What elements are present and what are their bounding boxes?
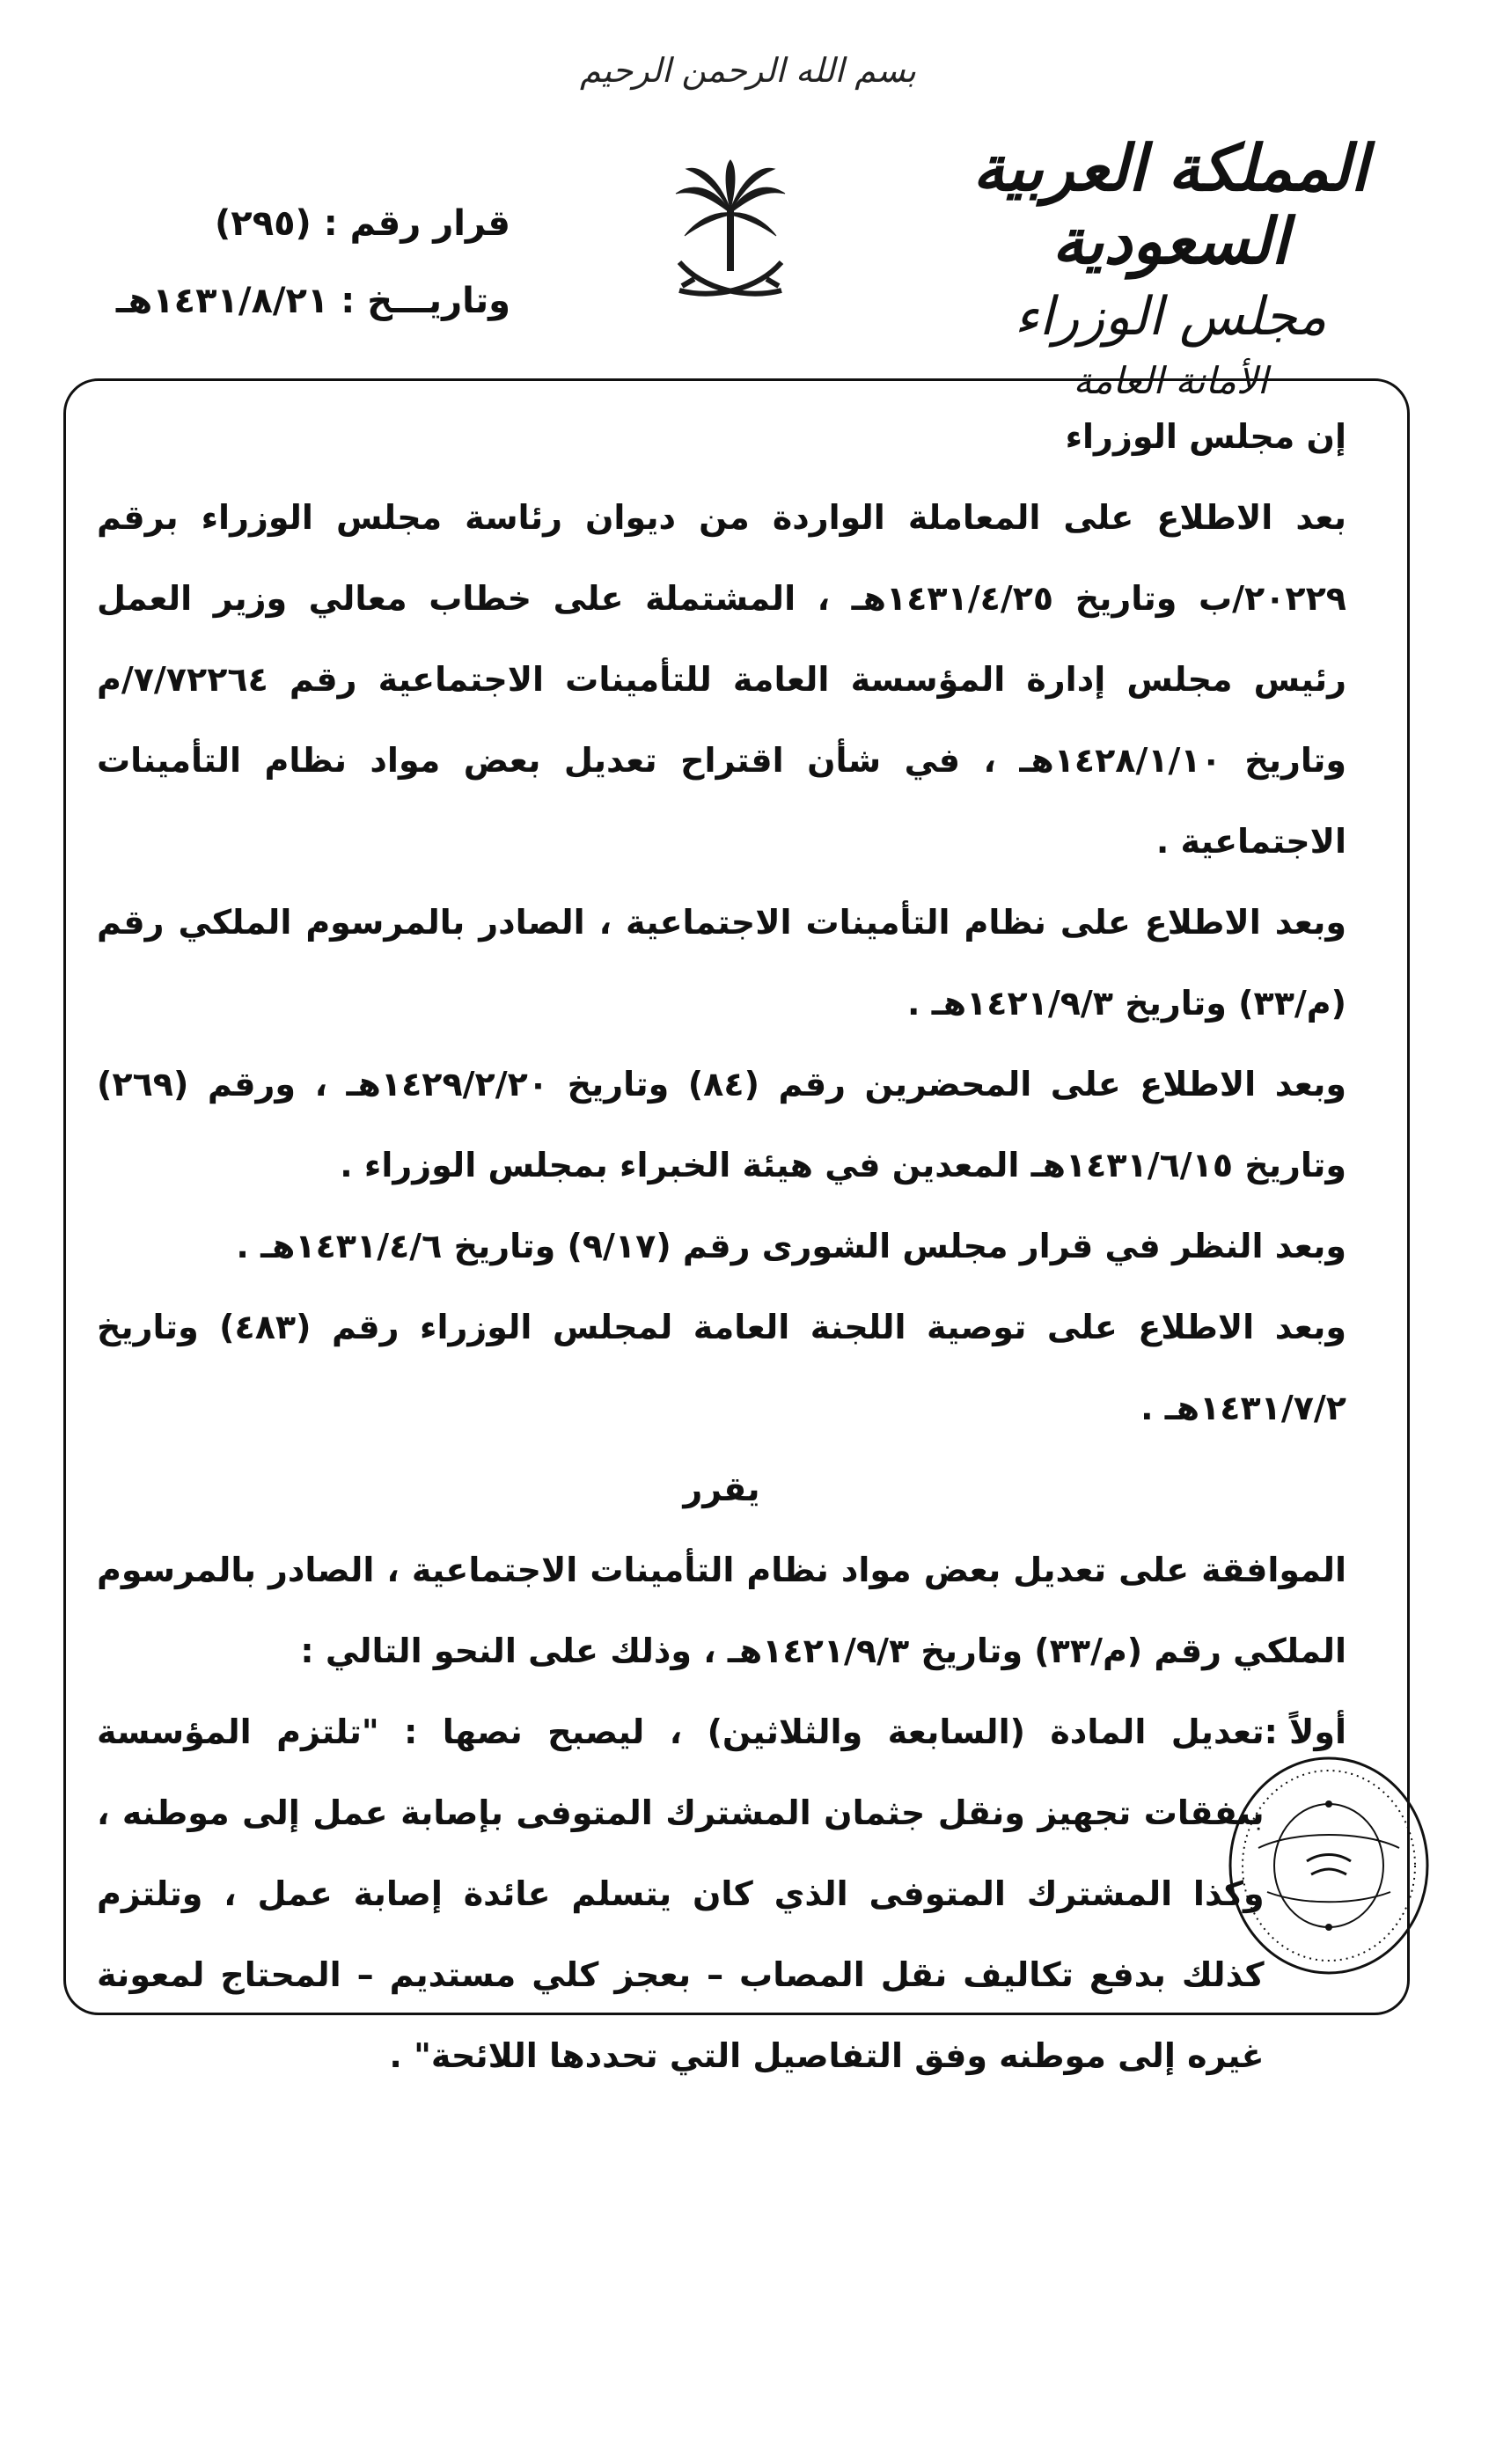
decision-reference [106, 185, 510, 340]
recital-paragraph: وبعد النظر في قرار مجلس الشورى رقم (٩/١٧) وتاريخ ١٤٣١/٤/٦هـ . [236, 1227, 1346, 1265]
official-seal-stamp [1223, 1751, 1434, 1980]
basmala: بسم الله الرحمن الرحيم [580, 51, 916, 90]
recital-paragraph: وبعد الاطلاع على المحضرين رقم (٨٤) وتاريخ ١٤٢٩/٢/٢٠هـ ، ورقم (٢٦٩) وتاريخ ١٤٣١/٦/١٥هـ المعدين في هيئة الخبراء بمجلس الوزراء . [97, 1065, 1347, 1184]
item-text: تعديل المادة (السابعة والثلاثين) ، ليصبح نصها : "تلتزم المؤسسة بنفقات تجهيز ونقل جثمان المشترك المتوفى بإصابة عمل إلى موطنه ، وكذا المشترك المتوفى الذي كان يتسلم عائدة إصابة عمل ، وتلتزم كذلك بدفع تكاليف نقل المصاب – بعجز كلي مستديم – المحتاج لمعونة غيره إلى موطنه وفق التفاصيل التي تحددها اللائحة" . [97, 1712, 1265, 2075]
item-number: أولاً : [1264, 1712, 1346, 1751]
recital-paragraph: وبعد الاطلاع على نظام التأمينات الاجتماعية ، الصادر بالمرسوم الملكي رقم (م/٣٣) وتاريخ ١٤٢١/٩/٣هـ . [97, 903, 1346, 1023]
decision-date: وتاريـــخ : ١٤٣١/٨/٢١هـ [115, 281, 510, 321]
resolves-heading: يقرر [683, 1470, 760, 1508]
secretariat-name: الأمانة العامة [1073, 358, 1268, 402]
palm-swords-emblem-icon [669, 158, 792, 317]
recital-paragraph: وبعد الاطلاع على توصية اللجنة العامة لمجلس الوزراء رقم (٤٨٣) وتاريخ ١٤٣١/٧/٢هـ . [97, 1308, 1346, 1427]
opening-line: إن مجلس الوزراء [1065, 417, 1346, 456]
resolution-item [97, 1691, 1346, 2096]
decision-body [97, 396, 1346, 2096]
recital-paragraph: بعد الاطلاع على المعاملة الواردة من ديوان رئاسة مجلس الوزراء برقم ٢٠٢٢٩/ب وتاريخ ١٤٣١/٤/٢٥هـ ، المشتملة على خطاب معالي وزير العمل رئيس مجلس إدارة المؤسسة العامة للتأمينات الاجتماعية رقم ٧/٧٢٢٦٤/م وتاريخ ١٤٢٨/١/١٠هـ ، في شأن اقتراح تعديل بعض مواد نظام التأمينات الاجتماعية . [97, 498, 1346, 861]
kingdom-name: المملكة العربية السعودية [972, 130, 1368, 278]
decision-number: قرار رقم : (٢٩٥) [215, 203, 510, 244]
council-name: مجلس الوزراء [1014, 285, 1327, 348]
resolution-intro: الموافقة على تعديل بعض مواد نظام التأمينات الاجتماعية ، الصادر بالمرسوم الملكي رقم (م/٣٣) وتاريخ ١٤٢١/٩/٣هـ ، وذلك على النحو التالي : [97, 1551, 1346, 1670]
issuer-block [942, 132, 1399, 405]
